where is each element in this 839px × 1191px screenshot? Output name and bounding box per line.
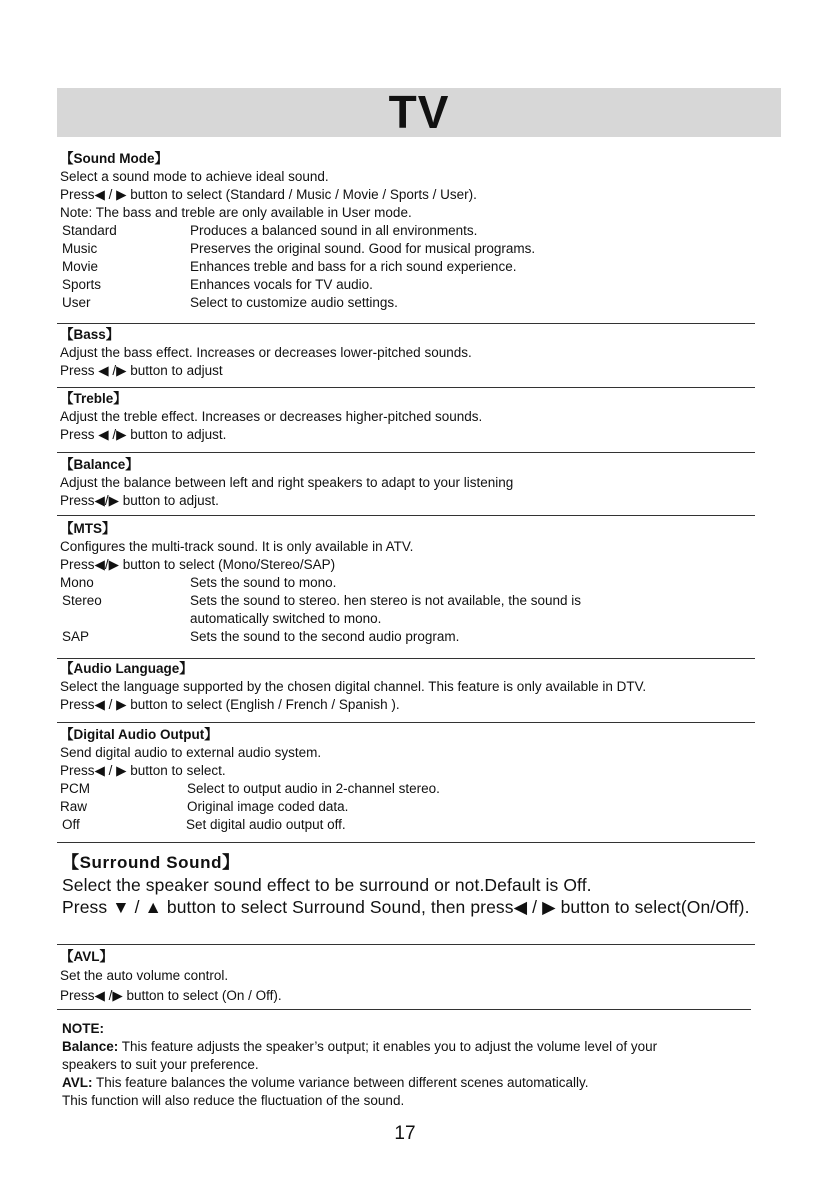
section-balance — [60, 456, 760, 510]
text-line: Select a sound mode to achieve ideal sound. — [60, 169, 329, 184]
option-key: Music — [62, 241, 98, 256]
text-line: Press◀/▶ button to adjust. — [60, 493, 219, 508]
note-text: This feature balances the volume variance between different scenes automatically. — [92, 1075, 589, 1090]
option-key: Sports — [62, 277, 102, 292]
option-key: Off — [62, 817, 80, 832]
option-value: Sets the sound to the second audio program. — [190, 629, 460, 644]
option-key: Raw — [60, 799, 88, 814]
section-heading: 【Treble】 — [60, 391, 127, 406]
option-row — [60, 816, 760, 834]
option-row — [60, 628, 760, 646]
divider — [57, 722, 755, 723]
page-title: TV — [388, 86, 450, 138]
option-value: Sets the sound to mono. — [190, 575, 337, 590]
section-heading: 【AVL】 — [60, 949, 113, 964]
section-avl — [60, 948, 760, 1006]
section-bass — [60, 326, 760, 380]
divider — [57, 944, 755, 945]
note-label: Balance: — [62, 1039, 119, 1054]
divider — [57, 1009, 751, 1010]
section-heading: 【Balance】 — [60, 457, 139, 472]
option-value: Select to output audio in 2-channel stereo. — [187, 781, 440, 796]
divider — [57, 658, 755, 659]
section-audio-language — [60, 660, 760, 714]
note-line — [62, 1038, 782, 1056]
text-line: Note: The bass and treble are only available in User mode. — [60, 205, 412, 220]
text-line: Press ▼ / ▲ button to select Surround Sound, then press◀ / ▶ button to select(On/Off). — [62, 897, 750, 917]
section-sound-mode — [60, 150, 760, 312]
option-row — [60, 258, 760, 276]
text-line: Press◀ / ▶ button to select (Standard / Music / Movie / Sports / User). — [60, 187, 477, 202]
note-label: AVL: — [62, 1075, 93, 1090]
text-line: Adjust the balance between left and right speakers to adapt to your listening — [60, 475, 514, 490]
text-line: Adjust the treble effect. Increases or decreases higher-pitched sounds. — [60, 409, 483, 424]
option-value: Select to customize audio settings. — [190, 295, 398, 310]
text-line: Send digital audio to external audio system. — [60, 745, 322, 760]
divider — [57, 515, 755, 516]
text-line: Press◀ /▶ button to select (On / Off). — [60, 988, 282, 1003]
option-row — [60, 798, 760, 816]
option-value: Preserves the original sound. Good for musical programs. — [190, 241, 536, 256]
option-key: SAP — [62, 629, 90, 644]
section-heading: 【Bass】 — [60, 327, 120, 342]
option-row — [60, 222, 760, 240]
text-line: Press◀ / ▶ button to select (English / French / Spanish ). — [60, 697, 400, 712]
option-value: Sets the sound to stereo. hen stereo is not available, the sound is — [190, 593, 581, 608]
divider — [57, 387, 755, 388]
text-line: Set the auto volume control. — [60, 968, 229, 983]
note-text: This feature adjusts the speaker’s output; it enables you to adjust the volume level of your — [118, 1039, 658, 1054]
divider — [57, 323, 755, 324]
text-line: Press ◀ /▶ button to adjust. — [60, 427, 227, 442]
option-key: Mono — [60, 575, 94, 590]
option-row — [60, 780, 760, 798]
text-line: Adjust the bass effect. Increases or decreases lower-pitched sounds. — [60, 345, 472, 360]
option-row — [60, 610, 760, 628]
option-value: Set digital audio output off. — [186, 817, 346, 832]
text-line: Press◀ / ▶ button to select. — [60, 763, 226, 778]
section-surround-sound — [62, 852, 787, 918]
section-heading: 【Audio Language】 — [60, 661, 193, 676]
option-key: Movie — [62, 259, 99, 274]
option-value: Produces a balanced sound in all environments. — [190, 223, 478, 238]
option-row — [60, 276, 760, 294]
section-heading: 【Sound Mode】 — [60, 151, 168, 166]
option-value: Enhances treble and bass for a rich sound experience. — [190, 259, 517, 274]
option-key: Stereo — [62, 593, 102, 608]
text-line: Select the language supported by the chosen digital channel. This feature is only available in DTV. — [60, 679, 647, 694]
option-value: automatically switched to mono. — [190, 611, 382, 626]
title-band — [57, 88, 781, 137]
option-key: Standard — [62, 223, 117, 238]
note-line: This function will also reduce the fluctuation of the sound. — [62, 1093, 405, 1108]
option-row — [60, 240, 760, 258]
page-number: 17 — [394, 1123, 416, 1144]
note-line: speakers to suit your preference. — [62, 1057, 259, 1072]
section-treble — [60, 390, 760, 444]
option-key: User — [62, 295, 91, 310]
section-heading: 【MTS】 — [60, 521, 116, 536]
text-line: Press ◀ /▶ button to adjust — [60, 363, 223, 378]
option-row — [60, 574, 760, 592]
text-line: Select the speaker sound effect to be surround or not.Default is Off. — [62, 875, 592, 895]
option-row — [60, 592, 760, 610]
note-line — [62, 1074, 782, 1092]
option-value: Original image coded data. — [187, 799, 349, 814]
option-value: Enhances vocals for TV audio. — [190, 277, 373, 292]
section-mts — [60, 520, 760, 646]
option-row — [60, 294, 760, 312]
text-line: Configures the multi-track sound. It is only available in ATV. — [60, 539, 414, 554]
option-key: PCM — [60, 781, 90, 796]
section-digital-audio-output — [60, 726, 760, 834]
section-heading: 【Digital Audio Output】 — [60, 727, 218, 742]
text-line: Press◀/▶ button to select (Mono/Stereo/SAP) — [60, 557, 336, 572]
note-heading: NOTE: — [62, 1021, 104, 1036]
divider — [57, 842, 755, 843]
note-block — [62, 1020, 782, 1110]
section-heading: 【Surround Sound】 — [62, 853, 240, 872]
divider — [57, 452, 755, 453]
